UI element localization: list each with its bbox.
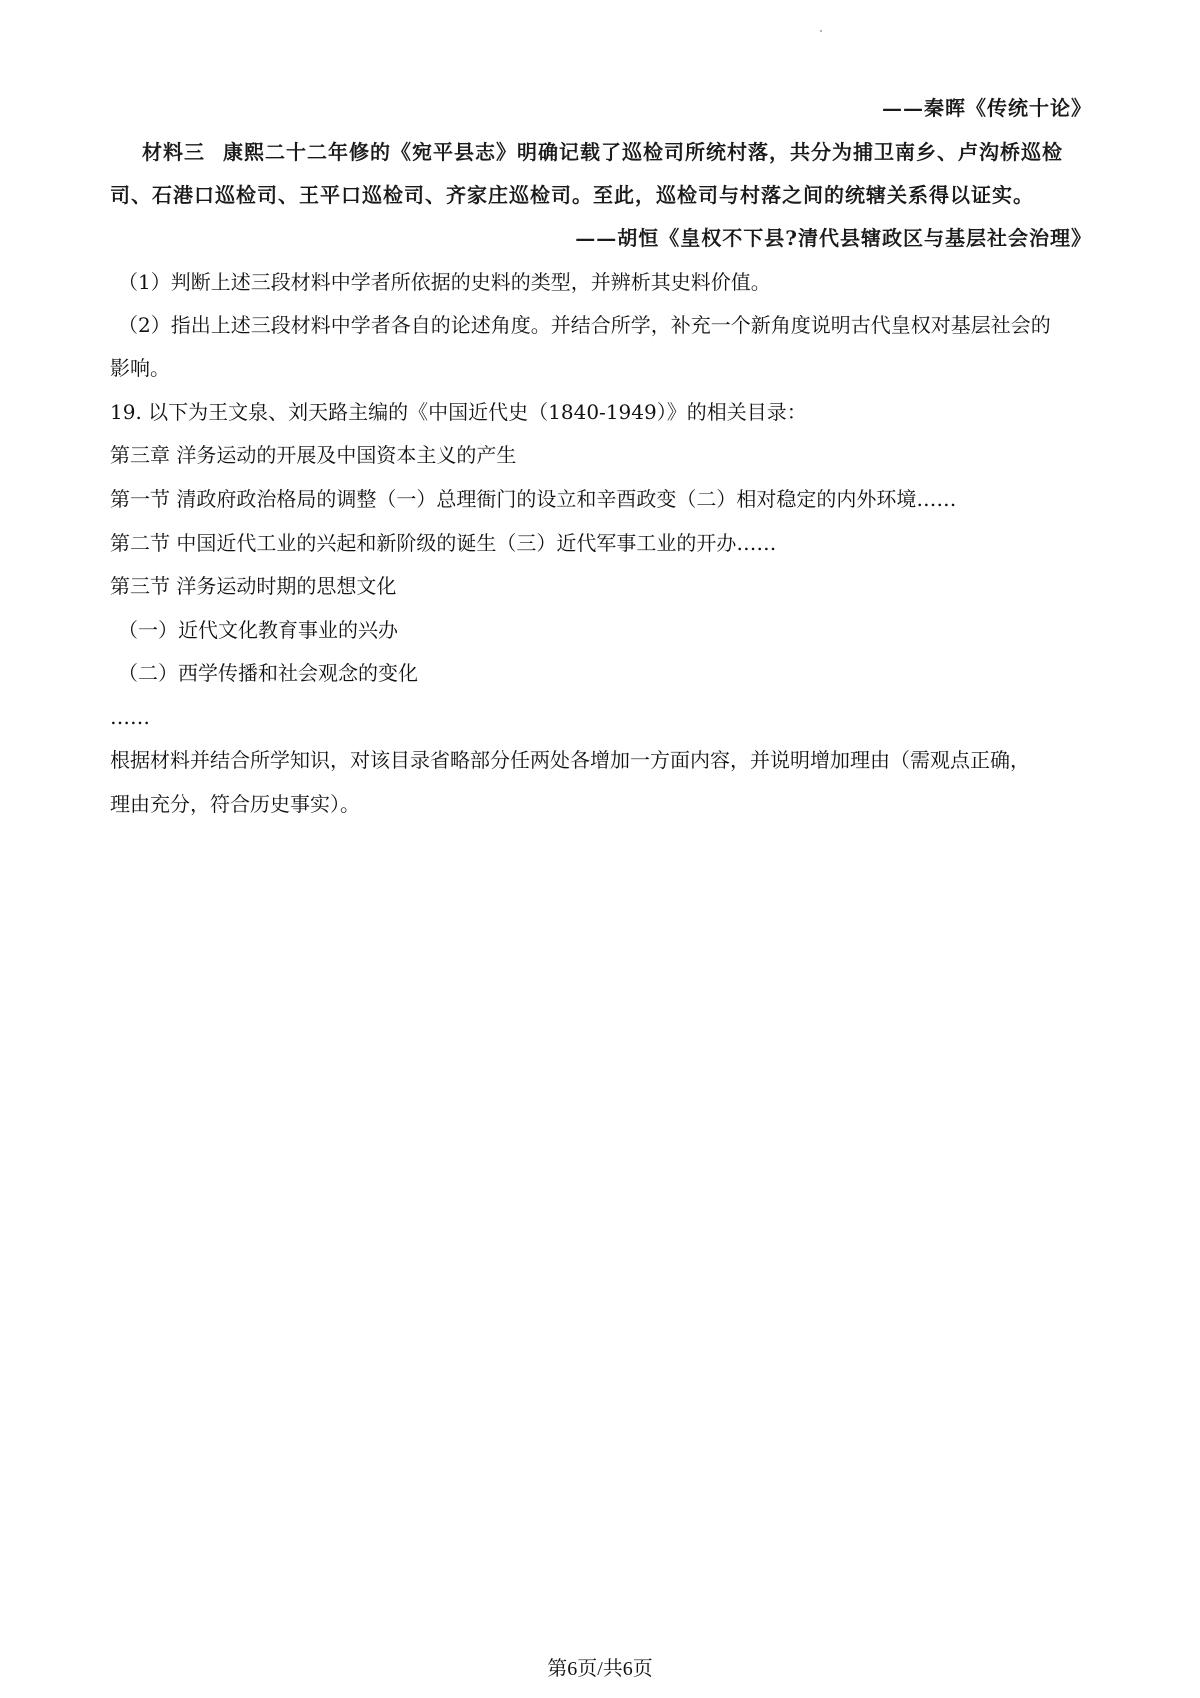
material3-source: ——胡恒《皇权不下县?清代县辖政区与基层社会治理》 — [575, 226, 1092, 250]
toc-section3-item2: （二）西学传播和社会观念的变化 — [118, 661, 418, 685]
toc-section2: 第二节 中国近代工业的兴起和新阶级的诞生（三）近代军事工业的开办…… — [110, 531, 777, 555]
material2-source: ——秦晖《传统十论》 — [882, 96, 1092, 120]
toc-section3-item1: （一）近代文化教育事业的兴办 — [118, 618, 398, 642]
toc-chapter3: 第三章 洋务运动的开展及中国资本主义的产生 — [110, 443, 517, 467]
material3-text-line2: 司、石港口巡检司、王平口巡检司、齐家庄巡检司。至此，巡检司与村落之间的统辖关系得以证实。 — [110, 183, 1034, 207]
question18-sub1: （1）判断上述三段材料中学者所依据的史料的类型，并辨析其史料价值。 — [118, 270, 771, 294]
material3-text-line1: 康熙二十二年修的《宛平县志》明确记载了巡检司所统村落，共分为捕卫南乡、卢沟桥巡检 — [223, 140, 1063, 164]
page-number: 第6页/共6页 — [547, 1658, 653, 1680]
toc-section3: 第三节 洋务运动时期的思想文化 — [110, 574, 397, 598]
toc-ellipsis: …… — [110, 705, 150, 729]
question18-sub2-line2: 影响。 — [110, 356, 170, 380]
toc-section1: 第一节 清政府政治格局的调整（一）总理衙门的设立和辛酉政变（二）相对稳定的内外环境…… — [110, 487, 957, 511]
material3-line1 — [142, 137, 1100, 167]
scan-speck — [820, 30, 822, 32]
material3-label: 材料三 — [142, 140, 205, 164]
question18-sub2-line1: （2）指出上述三段材料中学者各自的论述角度。并结合所学，补充一个新角度说明古代皇权对基层社会的 — [118, 313, 1051, 337]
question19-instruction-line1: 根据材料并结合所学知识，对该目录省略部分任两处各增加一方面内容，并说明增加理由（需观点正确， — [110, 748, 1030, 772]
question19-instruction-line2: 理由充分，符合历史事实）。 — [110, 792, 360, 816]
question19-stem: 19. 以下为王文泉、刘天路主编的《中国近代史（1840-1949）》的相关目录： — [110, 400, 807, 424]
